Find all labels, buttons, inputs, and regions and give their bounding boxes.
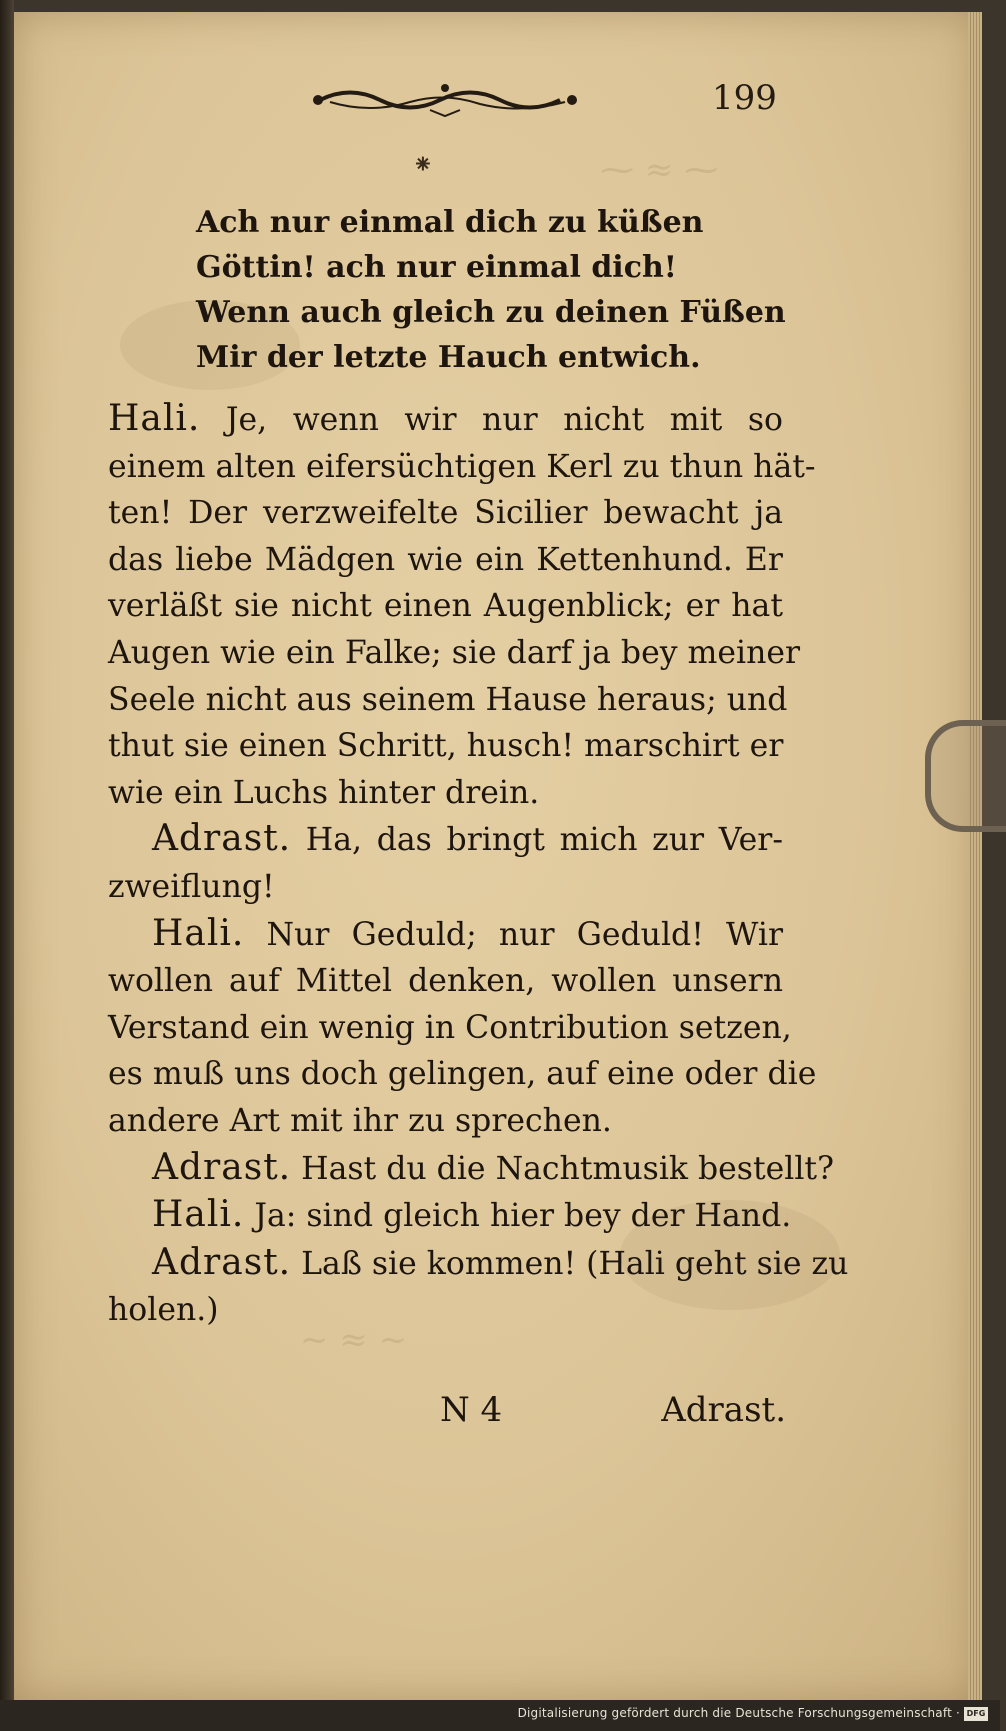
speaker-name: Hali. [152,1194,245,1236]
verse-line: Mir der letzte Hauch entwich. [196,340,701,375]
text-line: Verstand ein wenig in Contribution setzen, [108,1009,792,1046]
speaker-name: Adrast. [152,1241,292,1283]
text-line: holen.) [108,1292,219,1329]
catchword: Adrast. [661,1390,786,1430]
page-clip [925,720,1006,832]
speaker-name: Adrast. [152,1146,292,1188]
text-line: Adrast. Laß sie kommen! (Hali geht sie zu [152,1241,849,1283]
text-line: verläßt sie nicht einen Augenblick; er hat [108,588,783,625]
text-line: ten! Der verzweifelte Sicilier bewacht ja [108,495,783,532]
header-ornament-icon [310,80,580,120]
book-cover-edge [0,0,14,1731]
verse-block [196,200,786,380]
bleed-through-ink: ~ ≈ ~ [300,1320,408,1360]
bleed-through-ink: ⁓ ≈ ⁓ [600,150,719,190]
page-number: 199 [712,78,777,118]
text-line: Hali. Nur Geduld; nur Geduld! Wir [152,912,783,954]
speaker-name: Adrast. [152,818,292,860]
digitization-credit: Digitalisierung gefördert durch die Deutsche Forschungsgemeinschaft · [517,1706,960,1720]
dialogue-text [108,396,849,1334]
dfg-logo: DFG [964,1707,988,1721]
text-line: Adrast. Hast du die Nachtmusik bestellt? [152,1146,834,1188]
text-line: Hali. Ja: sind gleich hier bey der Hand. [152,1194,792,1236]
signature-mark: N 4 [440,1390,503,1430]
text-line: es muß uns doch gelingen, auf eine oder die [108,1056,817,1093]
text-line: wollen auf Mittel denken, wollen unsern [108,963,783,1000]
page-stack-edge [968,12,982,1700]
text-line: thut sie einen Schritt, husch! marschirt er [108,728,784,765]
text-line: andere Art mit ihr zu sprechen. [108,1102,612,1139]
text-line: das liebe Mädgen wie ein Kettenhund. Er [108,541,783,578]
verse-line: Wenn auch gleich zu deinen Füßen [196,295,786,330]
small-ornament-icon: ⁕ [412,150,434,180]
verse-line: Ach nur einmal dich zu küßen [196,205,704,240]
text-line: Seele nicht aus seinem Hause heraus; und [108,681,788,718]
speaker-name: Hali. [152,912,245,954]
verse-line: Göttin! ach nur einmal dich! [196,250,677,285]
speaker-name: Hali. [108,398,201,439]
text-line: einem alten eifersüchtigen Kerl zu thun hät- [108,448,816,485]
text-line: zweiflung! [108,868,275,905]
text-line: Adrast. Ha, das bringt mich zur Ver- [152,818,784,860]
text-line: Hali. Je, wenn wir nur nicht mit so [108,398,783,439]
text-line: wie ein Luchs hinter drein. [108,774,540,811]
text-line: Augen wie ein Falke; sie darf ja bey meiner [108,634,801,671]
